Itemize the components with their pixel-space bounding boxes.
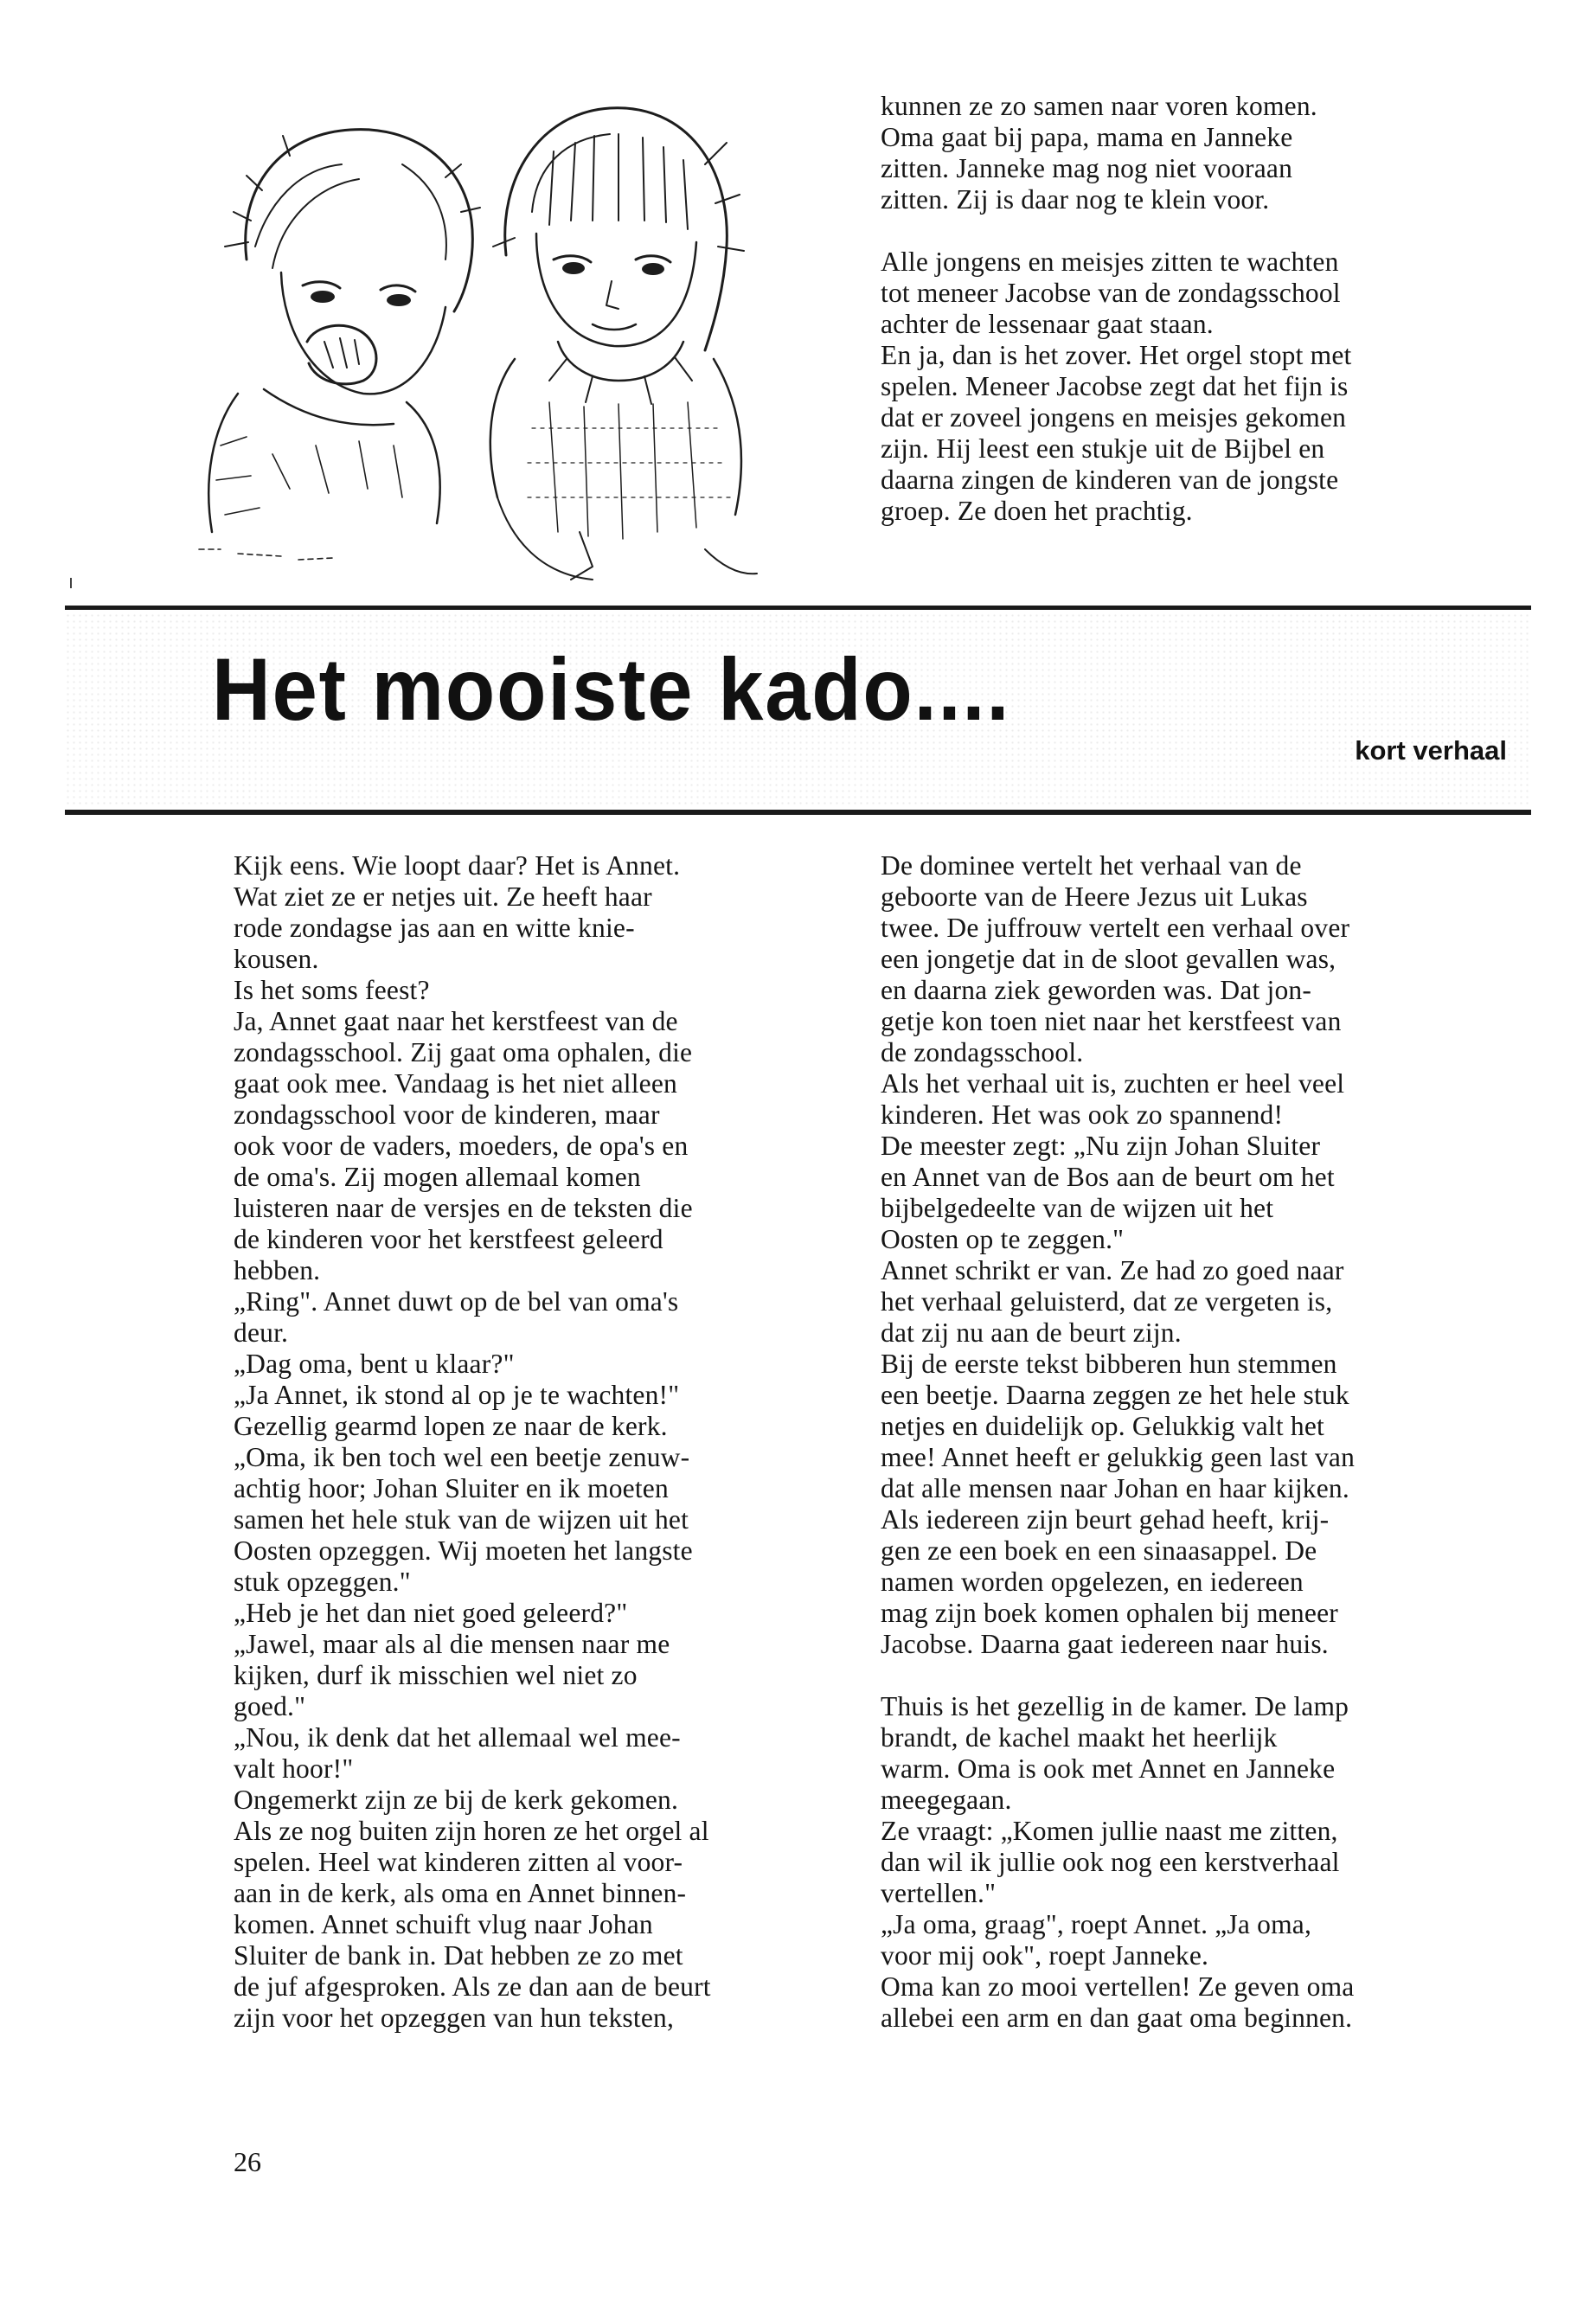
text-line: aan in de kerk, als oma en Annet binnen- [234,1878,687,1908]
text-line: De dominee vertelt het verhaal van de [881,850,1302,881]
text-line: bijbelgedeelte van de wijzen uit het [881,1193,1274,1223]
text-line: de juf afgesproken. Als ze dan aan de beurt [234,1971,711,2002]
text-line: Oosten opzeggen. Wij moeten het langste [234,1535,693,1566]
text-line: Oma kan zo mooi vertellen! Ze geven oma [881,1971,1355,2002]
margin-mark [70,578,72,588]
title-banner [65,606,1531,815]
text-line: deur. [234,1317,289,1348]
text-line: kousen. [234,944,319,974]
text-line: spelen. Meneer Jacobse zegt dat het fijn is [881,371,1349,401]
text-line: twee. De juffrouw vertelt een verhaal over [881,913,1350,943]
text-line: „Heb je het dan niet goed geleerd?" [234,1598,628,1628]
text-line: Gezellig gearmd lopen ze naar de kerk. [234,1411,668,1441]
text-line: het verhaal geluisterd, dat ze vergeten is, [881,1286,1333,1317]
text-line: „Jawel, maar als al die mensen naar me [234,1629,670,1659]
text-line: zitten. Zij is daar nog te klein voor. [881,184,1270,215]
text-line: Sluiter de bank in. Dat hebben ze zo met [234,1940,683,1971]
text-line: mag zijn boek komen ophalen bij meneer [881,1598,1338,1628]
text-line: Bij de eerste tekst bibberen hun stemmen [881,1349,1337,1379]
text-line: Alle jongens en meisjes zitten te wachten [881,247,1339,277]
text-line: Als het verhaal uit is, zuchten er heel veel [881,1068,1345,1099]
text-line: meegegaan. [881,1785,1012,1815]
text-line: zitten. Janneke mag nog niet vooraan [881,153,1293,183]
text-line: samen het hele stuk van de wijzen uit het [234,1504,689,1535]
story-subtitle: kort verhaal [1355,735,1507,766]
text-line: vertellen." [881,1878,997,1908]
page-number: 26 [234,2146,261,2177]
text-line: Als iedereen zijn beurt gehad heeft, krij- [881,1504,1330,1535]
text-line: Als ze nog buiten zijn horen ze het orgel al [234,1816,709,1846]
text-line: kijken, durf ik misschien wel niet zo [234,1660,638,1690]
text-line: rode zondagse jas aan en witte knie- [234,913,635,943]
text-line: voor mij ook", roept Janneke. [881,1940,1209,1971]
text-line: „Ja Annet, ik stond al op je te wachten!" [234,1380,680,1410]
text-line: tot meneer Jacobse van de zondagsschool [881,278,1341,308]
text-line: zijn. Hij leest een stukje uit de Bijbel en [881,433,1325,464]
text-line: achtig hoor; Johan Sluiter en ik moeten [234,1473,669,1503]
text-line: komen. Annet schuift vlug naar Johan [234,1909,653,1939]
text-line: warm. Oma is ook met Annet en Janneke [881,1753,1336,1784]
text-line: een beetje. Daarna zeggen ze het hele stuk [881,1380,1349,1410]
text-line: Kijk eens. Wie loopt daar? Het is Annet. [234,850,681,881]
banner-bottom-rule [65,810,1531,815]
text-line: Annet schrikt er van. Ze had zo goed naar [881,1255,1344,1285]
text-line: zijn voor het opzeggen van hun teksten, [234,2003,675,2033]
text-line: Is het soms feest? [234,975,430,1005]
text-line: gaat ook mee. Vandaag is het niet alleen [234,1068,677,1099]
text-line: Thuis is het gezellig in de kamer. De lamp [881,1691,1349,1721]
text-line: en Annet van de Bos aan de beurt om het [881,1162,1335,1192]
text-line: zondagsschool. Zij gaat oma ophalen, die [234,1037,693,1067]
text-line: dan wil ik jullie ook nog een kerstverhaal [881,1847,1340,1877]
banner-top-rule [65,606,1531,610]
text-line: Wat ziet ze er netjes uit. Ze heeft haar [234,881,652,912]
text-line: kinderen. Het was ook zo spannend! [881,1099,1284,1130]
text-line: „Oma, ik ben toch wel een beetje zenuw- [234,1442,690,1472]
left-column [234,850,804,2034]
text-line: „Ja oma, graag", roept Annet. „Ja oma, [881,1909,1312,1939]
text-line: „Ring". Annet duwt op de bel van oma's [234,1286,679,1317]
text-line: spelen. Heel wat kinderen zitten al voor- [234,1847,683,1877]
text-line: de zondagsschool. [881,1037,1084,1067]
text-line: een jongetje dat in de sloot gevallen was, [881,944,1336,974]
text-line: groep. Ze doen het prachtig. [881,496,1193,526]
text-line: zondagsschool voor de kinderen, maar [234,1099,660,1130]
text-line: Ja, Annet gaat naar het kerstfeest van de [234,1006,678,1036]
text-line: ook voor de vaders, moeders, de opa's en [234,1131,689,1161]
text-line: achter de lessenaar gaat staan. [881,309,1214,339]
text-line: Ze vraagt: „Komen jullie naast me zitten, [881,1816,1338,1846]
text-line: Oosten op te zeggen." [881,1224,1125,1254]
text-line: de oma's. Zij mogen allemaal komen [234,1162,641,1192]
text-line: Jacobse. Daarna gaat iedereen naar huis. [881,1629,1329,1659]
text-line: En ja, dan is het zover. Het orgel stopt met [881,340,1352,370]
story-title: Het mooiste kado.... [212,640,1011,739]
text-line: de kinderen voor het kerstfeest geleerd [234,1224,663,1254]
text-line: daarna zingen de kinderen van de jongste [881,465,1339,495]
text-line: getje kon toen niet naar het kerstfeest van [881,1006,1342,1036]
text-line: „Nou, ik denk dat het allemaal wel mee- [234,1722,681,1753]
text-line: hebben. [234,1255,321,1285]
text-line: en daarna ziek geworden was. Dat jon- [881,975,1312,1005]
text-line: dat alle mensen naar Johan en haar kijken. [881,1473,1349,1503]
text-line: stuk opzeggen." [234,1567,411,1597]
text-line: goed." [234,1691,306,1721]
two-children-sketch-icon [186,82,817,593]
children-illustration [186,82,817,593]
text-line: valt hoor!" [234,1753,354,1784]
text-line: namen worden opgelezen, en iedereen [881,1567,1304,1597]
text-line: gen ze een boek en een sinaasappel. De [881,1535,1317,1566]
text-line: geboorte van de Heere Jezus uit Lukas [881,881,1308,912]
text-line: „Dag oma, bent u klaar?" [234,1349,515,1379]
text-line: brandt, de kachel maakt het heerlijk [881,1722,1278,1753]
text-line: mee! Annet heeft er gelukkig geen last van [881,1442,1356,1472]
text-line: netjes en duidelijk op. Gelukkig valt het [881,1411,1324,1441]
text-line: Ongemerkt zijn ze bij de kerk gekomen. [234,1785,679,1815]
text-line: De meester zegt: „Nu zijn Johan Sluiter [881,1131,1321,1161]
text-line: kunnen ze zo samen naar voren komen. [881,91,1317,121]
text-line: luisteren naar de versjes en de teksten die [234,1193,693,1223]
text-line: dat er zoveel jongens en meisjes gekomen [881,402,1347,433]
text-line: dat zij nu aan de beurt zijn. [881,1317,1182,1348]
intro-text-block [881,91,1460,527]
text-line: Oma gaat bij papa, mama en Janneke [881,122,1293,152]
text-line: allebei een arm en dan gaat oma beginnen. [881,2003,1353,2033]
right-column [881,850,1456,2034]
